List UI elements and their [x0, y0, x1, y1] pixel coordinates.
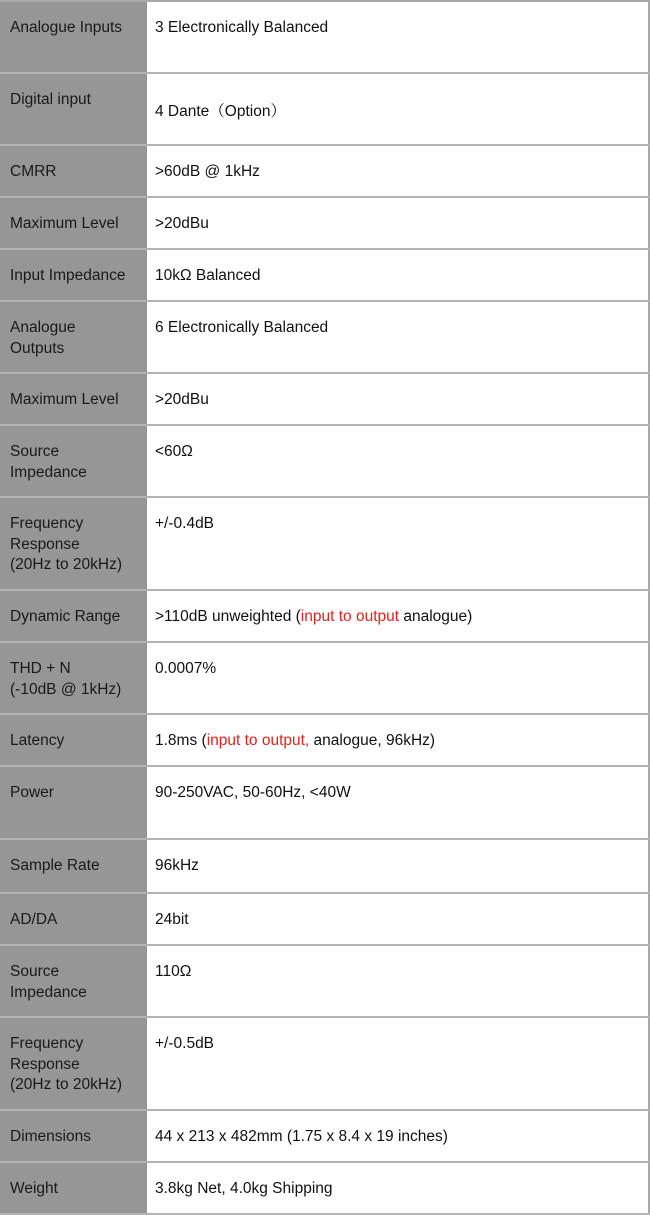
- spec-row: [0, 591, 650, 643]
- spec-row: [0, 840, 650, 894]
- spec-row: [0, 426, 650, 498]
- spec-label: Power: [0, 767, 147, 838]
- spec-label: Analogue Outputs: [0, 302, 147, 372]
- spec-value: 110Ω: [147, 946, 650, 1016]
- value-text: analogue, 96kHz): [309, 732, 436, 749]
- spec-row: [0, 2, 650, 74]
- spec-row: [0, 374, 650, 426]
- spec-label: THD + N (-10dB @ 1kHz): [0, 643, 147, 713]
- spec-label: Frequency Response (20Hz to 20kHz): [0, 498, 147, 589]
- spec-value: 0.0007%: [147, 643, 650, 713]
- spec-row: [0, 715, 650, 767]
- spec-row: [0, 74, 650, 146]
- spec-row: [0, 946, 650, 1018]
- highlight-text: input to output,: [206, 732, 310, 749]
- spec-value: 10kΩ Balanced: [147, 250, 650, 300]
- spec-value: +/-0.5dB: [147, 1018, 650, 1109]
- spec-row: [0, 894, 650, 946]
- spec-label: Source Impedance: [0, 946, 147, 1016]
- spec-value: >20dBu: [147, 374, 650, 424]
- spec-value: 24bit: [147, 894, 650, 944]
- spec-row: [0, 250, 650, 302]
- spec-value: 6 Electronically Balanced: [147, 302, 650, 372]
- spec-value: 4 Dante（Option）: [147, 74, 650, 144]
- spec-row: [0, 1163, 650, 1215]
- spec-label: Dimensions: [0, 1111, 147, 1161]
- spec-value: [147, 591, 650, 641]
- spec-label: CMRR: [0, 146, 147, 196]
- spec-label: Sample Rate: [0, 840, 147, 892]
- spec-value: <60Ω: [147, 426, 650, 496]
- spec-row: [0, 146, 650, 198]
- spec-row: [0, 302, 650, 374]
- spec-value: >20dBu: [147, 198, 650, 248]
- spec-value: 90-250VAC, 50-60Hz, <40W: [147, 767, 650, 838]
- spec-row: [0, 198, 650, 250]
- spec-label: Dynamic Range: [0, 591, 147, 641]
- spec-label: Input Impedance: [0, 250, 147, 300]
- value-text: 1.8ms (: [155, 732, 207, 749]
- spec-label: Weight: [0, 1163, 147, 1213]
- spec-row: [0, 767, 650, 840]
- spec-row: [0, 1018, 650, 1111]
- spec-row: [0, 498, 650, 591]
- spec-label: AD/DA: [0, 894, 147, 944]
- spec-label: Maximum Level: [0, 374, 147, 424]
- spec-label: Frequency Response (20Hz to 20kHz): [0, 1018, 147, 1109]
- spec-value: 44 x 213 x 482mm (1.75 x 8.4 x 19 inches): [147, 1111, 650, 1161]
- spec-label: Source Impedance: [0, 426, 147, 496]
- highlight-text: input to output: [300, 608, 400, 625]
- spec-label: Maximum Level: [0, 198, 147, 248]
- spec-value: 3 Electronically Balanced: [147, 2, 650, 72]
- spec-label: Latency: [0, 715, 147, 765]
- spec-value: [147, 715, 650, 765]
- spec-label: Digital input: [0, 74, 147, 144]
- value-text: analogue): [399, 608, 473, 625]
- spec-label: Analogue Inputs: [0, 2, 147, 72]
- spec-row: [0, 643, 650, 715]
- spec-value: 3.8kg Net, 4.0kg Shipping: [147, 1163, 650, 1213]
- spec-value: >60dB @ 1kHz: [147, 146, 650, 196]
- value-text: >110dB unweighted (: [155, 608, 301, 625]
- spec-value: 96kHz: [147, 840, 650, 892]
- spec-row: [0, 1111, 650, 1163]
- spec-value: +/-0.4dB: [147, 498, 650, 589]
